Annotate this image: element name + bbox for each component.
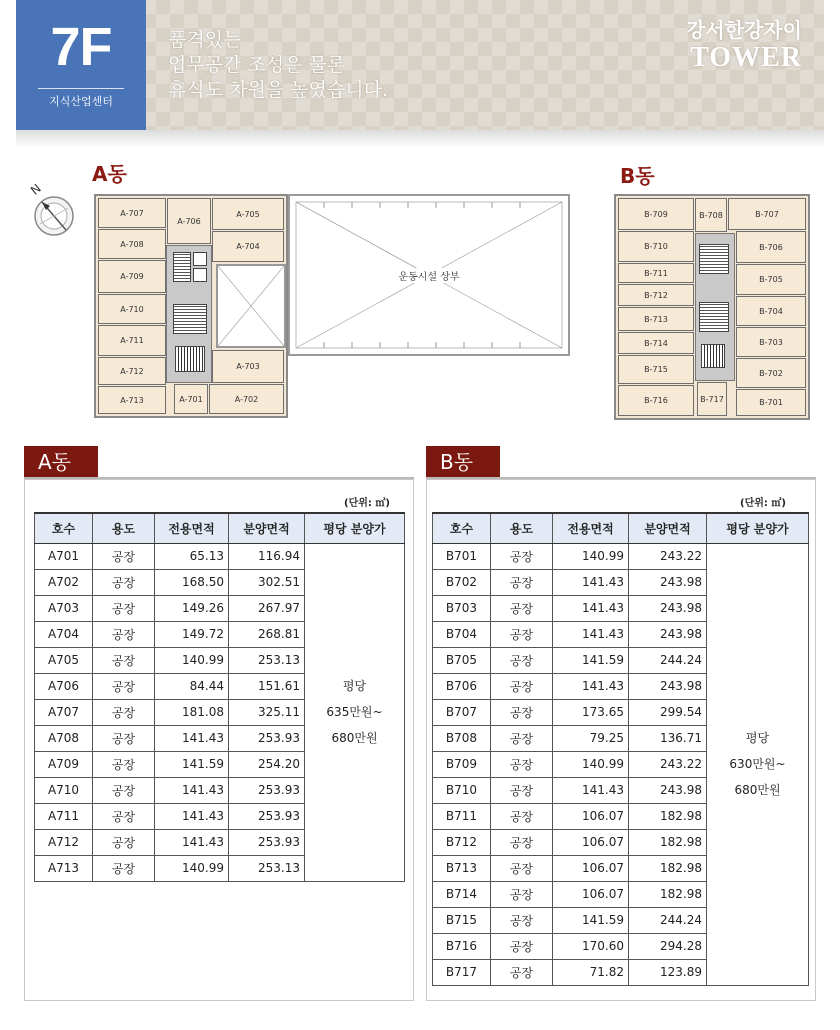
cell-exclusive-area: 141.59 bbox=[155, 751, 229, 777]
cell-sale-area: 253.93 bbox=[229, 725, 305, 751]
cell-unit: A704 bbox=[35, 621, 93, 647]
cell-unit: B708 bbox=[433, 725, 491, 751]
cell-exclusive-area: 141.43 bbox=[553, 569, 629, 595]
cell-unit: B704 bbox=[433, 621, 491, 647]
sports-facility-label: 운동시설 상부 bbox=[396, 268, 461, 283]
unit-a707[interactable]: A-707 bbox=[98, 198, 166, 228]
unit-b709[interactable]: B-709 bbox=[618, 198, 694, 230]
floor-number: 7F bbox=[50, 17, 112, 77]
building-a-stairs-icon bbox=[173, 252, 191, 282]
cell-unit: A713 bbox=[35, 855, 93, 881]
cell-exclusive-area: 140.99 bbox=[155, 855, 229, 881]
cell-use: 공장 bbox=[491, 699, 553, 725]
cell-sale-area: 243.98 bbox=[629, 777, 707, 803]
cell-unit: B709 bbox=[433, 751, 491, 777]
cell-use: 공장 bbox=[93, 647, 155, 673]
cell-sale-area: 299.54 bbox=[629, 699, 707, 725]
cell-use: 공장 bbox=[491, 881, 553, 907]
tagline bbox=[168, 28, 388, 103]
building-a-restroom-icon bbox=[173, 304, 207, 334]
cell-unit: B715 bbox=[433, 907, 491, 933]
cell-use: 공장 bbox=[93, 595, 155, 621]
building-b-stairs-icon bbox=[699, 244, 729, 274]
cell-use: 공장 bbox=[491, 933, 553, 959]
cell-sale-area: 182.98 bbox=[629, 855, 707, 881]
col-header-unit: 호수 bbox=[433, 513, 491, 543]
cell-exclusive-area: 173.65 bbox=[553, 699, 629, 725]
cell-use: 공장 bbox=[491, 647, 553, 673]
cell-exclusive-area: 106.07 bbox=[553, 803, 629, 829]
cell-exclusive-area: 149.26 bbox=[155, 595, 229, 621]
unit-b701[interactable]: B-701 bbox=[736, 389, 806, 416]
cell-use: 공장 bbox=[491, 803, 553, 829]
cell-sale-area: 244.24 bbox=[629, 647, 707, 673]
unit-a704[interactable]: A-704 bbox=[212, 231, 284, 262]
cell-exclusive-area: 141.43 bbox=[553, 777, 629, 803]
cell-sale-area: 267.97 bbox=[229, 595, 305, 621]
cell-use: 공장 bbox=[93, 543, 155, 569]
cell-unit: A701 bbox=[35, 543, 93, 569]
cell-sale-area: 243.22 bbox=[629, 751, 707, 777]
cell-exclusive-area: 71.82 bbox=[553, 959, 629, 985]
cell-unit: B710 bbox=[433, 777, 491, 803]
cell-exclusive-area: 140.99 bbox=[553, 543, 629, 569]
building-b-restroom-icon bbox=[699, 302, 729, 332]
col-header-unit: 호수 bbox=[35, 513, 93, 543]
cell-sale-area: 253.93 bbox=[229, 777, 305, 803]
cell-exclusive-area: 106.07 bbox=[553, 881, 629, 907]
cell-use: 공장 bbox=[491, 621, 553, 647]
unit-b702[interactable]: B-702 bbox=[736, 358, 806, 388]
cell-sale-area: 123.89 bbox=[629, 959, 707, 985]
cell-unit: B705 bbox=[433, 647, 491, 673]
cell-use: 공장 bbox=[491, 543, 553, 569]
cell-sale-area: 325.11 bbox=[229, 699, 305, 725]
cell-unit: B702 bbox=[433, 569, 491, 595]
unit-a713[interactable]: A-713 bbox=[98, 386, 166, 414]
cell-use: 공장 bbox=[491, 673, 553, 699]
unit-b717[interactable]: B-717 bbox=[697, 382, 727, 416]
cell-use: 공장 bbox=[491, 829, 553, 855]
cell-sale-area: 243.98 bbox=[629, 673, 707, 699]
cell-unit: A702 bbox=[35, 569, 93, 595]
cell-exclusive-area: 65.13 bbox=[155, 543, 229, 569]
cell-sale-area: 253.93 bbox=[229, 803, 305, 829]
cell-use: 공장 bbox=[491, 907, 553, 933]
cell-sale-area: 182.98 bbox=[629, 803, 707, 829]
cell-use: 공장 bbox=[491, 959, 553, 985]
unit-a709[interactable]: A-709 bbox=[98, 260, 166, 293]
cell-sale-area: 116.94 bbox=[229, 543, 305, 569]
cell-sale-area: 182.98 bbox=[629, 829, 707, 855]
cell-exclusive-area: 84.44 bbox=[155, 673, 229, 699]
cell-sale-area: 254.20 bbox=[229, 751, 305, 777]
cell-exclusive-area: 141.59 bbox=[553, 907, 629, 933]
cell-exclusive-area: 141.43 bbox=[155, 803, 229, 829]
cell-unit: B714 bbox=[433, 881, 491, 907]
col-header-exclusive-area: 전용면적 bbox=[553, 513, 629, 543]
cell-sale-area: 182.98 bbox=[629, 881, 707, 907]
tagline-line: 휴식도 차원을 높였습니다. bbox=[168, 79, 389, 101]
building-a-stairs-icon bbox=[175, 346, 205, 372]
unit-b712[interactable]: B-712 bbox=[618, 284, 694, 306]
col-header-price-per-pyeong: 평당 분양가 bbox=[305, 513, 405, 543]
unit-b716[interactable]: B-716 bbox=[618, 385, 694, 416]
floor-divider bbox=[38, 88, 124, 89]
cell-sale-area: 243.98 bbox=[629, 569, 707, 595]
cell-sale-area: 294.28 bbox=[629, 933, 707, 959]
cell-use: 공장 bbox=[491, 777, 553, 803]
cell-unit: B707 bbox=[433, 699, 491, 725]
tab-building-a: A동 bbox=[24, 446, 98, 478]
court-cross-icon bbox=[218, 266, 284, 346]
unit-b705[interactable]: B-705 bbox=[736, 264, 806, 295]
table-row bbox=[433, 543, 809, 569]
brand-logo bbox=[686, 18, 802, 74]
cell-use: 공장 bbox=[93, 725, 155, 751]
cell-sale-area: 268.81 bbox=[229, 621, 305, 647]
plan-section-shadow bbox=[16, 130, 824, 148]
cell-sale-area: 243.98 bbox=[629, 595, 707, 621]
cell-exclusive-area: 106.07 bbox=[553, 855, 629, 881]
cell-use: 공장 bbox=[93, 751, 155, 777]
page-header bbox=[16, 0, 824, 130]
col-header-use: 용도 bbox=[491, 513, 553, 543]
cell-unit: B716 bbox=[433, 933, 491, 959]
cell-unit: A710 bbox=[35, 777, 93, 803]
unit-a703[interactable]: A-703 bbox=[212, 350, 284, 383]
unit-b704[interactable]: B-704 bbox=[736, 296, 806, 326]
cell-unit: B712 bbox=[433, 829, 491, 855]
unit-b711[interactable]: B-711 bbox=[618, 263, 694, 283]
unit-b710[interactable]: B-710 bbox=[618, 231, 694, 262]
compass-icon bbox=[28, 180, 80, 242]
tagline-line: 업무공간 조성은 물론 bbox=[168, 54, 346, 76]
col-header-price-per-pyeong: 평당 분양가 bbox=[707, 513, 809, 543]
brand-name-ko: 강서한강자이 bbox=[686, 18, 802, 42]
table-row bbox=[35, 543, 405, 569]
cell-exclusive-area: 141.43 bbox=[553, 673, 629, 699]
cell-use: 공장 bbox=[93, 699, 155, 725]
cell-sale-area: 253.13 bbox=[229, 647, 305, 673]
cell-use: 공장 bbox=[93, 855, 155, 881]
unit-a710[interactable]: A-710 bbox=[98, 294, 166, 324]
cell-use: 공장 bbox=[491, 595, 553, 621]
building-a-elevator-icon bbox=[193, 252, 207, 266]
cell-exclusive-area: 141.43 bbox=[155, 777, 229, 803]
cell-sale-area: 243.22 bbox=[629, 543, 707, 569]
cell-exclusive-area: 140.99 bbox=[155, 647, 229, 673]
price-line: 680만원 bbox=[734, 783, 781, 797]
cell-exclusive-area: 168.50 bbox=[155, 569, 229, 595]
building-a-label: A동 bbox=[92, 162, 127, 186]
cell-sale-area: 253.13 bbox=[229, 855, 305, 881]
cell-sale-area: 302.51 bbox=[229, 569, 305, 595]
cell-use: 공장 bbox=[491, 855, 553, 881]
price-line: 635만원~ bbox=[326, 705, 383, 719]
brand-name-en: TOWER bbox=[690, 42, 802, 73]
cell-unit: B701 bbox=[433, 543, 491, 569]
cell-exclusive-area: 141.43 bbox=[553, 621, 629, 647]
cell-exclusive-area: 149.72 bbox=[155, 621, 229, 647]
cell-use: 공장 bbox=[491, 725, 553, 751]
table-a bbox=[34, 512, 405, 882]
cell-use: 공장 bbox=[93, 829, 155, 855]
unit-a708[interactable]: A-708 bbox=[98, 229, 166, 259]
unit-b713[interactable]: B-713 bbox=[618, 307, 694, 331]
cell-use: 공장 bbox=[491, 751, 553, 777]
building-a-elevator-icon bbox=[193, 268, 207, 282]
floor-subtitle: 지식산업센터 bbox=[49, 95, 113, 108]
cell-use: 공장 bbox=[93, 569, 155, 595]
unit-a701[interactable]: A-701 bbox=[174, 384, 208, 414]
cell-use: 공장 bbox=[93, 673, 155, 699]
cell-use: 공장 bbox=[491, 569, 553, 595]
price-line: 평당 bbox=[342, 679, 367, 693]
cell-exclusive-area: 79.25 bbox=[553, 725, 629, 751]
cell-unit: A707 bbox=[35, 699, 93, 725]
cell-price-per-pyeong bbox=[305, 543, 405, 881]
table-b bbox=[432, 512, 809, 986]
cell-unit: B706 bbox=[433, 673, 491, 699]
sports-facility-upper bbox=[288, 194, 570, 356]
cell-unit: A708 bbox=[35, 725, 93, 751]
cell-exclusive-area: 141.59 bbox=[553, 647, 629, 673]
unit-a706[interactable]: A-706 bbox=[167, 198, 211, 244]
col-header-sale-area: 분양면적 bbox=[229, 513, 305, 543]
cell-exclusive-area: 106.07 bbox=[553, 829, 629, 855]
building-a-open-court bbox=[216, 264, 286, 348]
price-line: 630만원~ bbox=[729, 757, 786, 771]
tab-building-b: B동 bbox=[426, 446, 500, 478]
compass-north-letter: N bbox=[28, 181, 44, 198]
cell-sale-area: 243.98 bbox=[629, 621, 707, 647]
cell-sale-area: 136.71 bbox=[629, 725, 707, 751]
cell-use: 공장 bbox=[93, 621, 155, 647]
cell-sale-area: 151.61 bbox=[229, 673, 305, 699]
cell-sale-area: 253.93 bbox=[229, 829, 305, 855]
cell-unit: B713 bbox=[433, 855, 491, 881]
cell-exclusive-area: 140.99 bbox=[553, 751, 629, 777]
cell-sale-area: 244.24 bbox=[629, 907, 707, 933]
col-header-sale-area: 분양면적 bbox=[629, 513, 707, 543]
cell-exclusive-area: 141.43 bbox=[155, 829, 229, 855]
unit-b714[interactable]: B-714 bbox=[618, 332, 694, 354]
unit-a712[interactable]: A-712 bbox=[98, 357, 166, 385]
cell-unit: A711 bbox=[35, 803, 93, 829]
cell-exclusive-area: 141.43 bbox=[553, 595, 629, 621]
table-b-unit-note: (단위: ㎡) bbox=[740, 498, 786, 509]
price-line: 680만원 bbox=[331, 731, 378, 745]
unit-a702[interactable]: A-702 bbox=[209, 384, 284, 414]
cell-unit: A705 bbox=[35, 647, 93, 673]
unit-a711[interactable]: A-711 bbox=[98, 325, 166, 356]
col-header-exclusive-area: 전용면적 bbox=[155, 513, 229, 543]
tagline-line: 품격있는 bbox=[168, 29, 242, 51]
unit-b715[interactable]: B-715 bbox=[618, 355, 694, 384]
price-line: 평당 bbox=[745, 731, 770, 745]
unit-b708[interactable]: B-708 bbox=[695, 198, 727, 232]
unit-a705[interactable]: A-705 bbox=[212, 198, 284, 230]
cell-exclusive-area: 181.08 bbox=[155, 699, 229, 725]
cell-price-per-pyeong bbox=[707, 543, 809, 985]
unit-b706[interactable]: B-706 bbox=[736, 231, 806, 263]
cell-use: 공장 bbox=[93, 803, 155, 829]
cell-unit: A706 bbox=[35, 673, 93, 699]
cell-unit: A703 bbox=[35, 595, 93, 621]
building-b-stairs-icon bbox=[701, 344, 725, 368]
unit-b703[interactable]: B-703 bbox=[736, 327, 806, 357]
cell-unit: B703 bbox=[433, 595, 491, 621]
table-a-unit-note: (단위: ㎡) bbox=[344, 498, 390, 509]
col-header-use: 용도 bbox=[93, 513, 155, 543]
cell-unit: A709 bbox=[35, 751, 93, 777]
building-b-label: B동 bbox=[620, 164, 655, 188]
unit-b707[interactable]: B-707 bbox=[728, 198, 806, 230]
cell-exclusive-area: 170.60 bbox=[553, 933, 629, 959]
cell-unit: B711 bbox=[433, 803, 491, 829]
cell-exclusive-area: 141.43 bbox=[155, 725, 229, 751]
cell-unit: A712 bbox=[35, 829, 93, 855]
cell-unit: B717 bbox=[433, 959, 491, 985]
floor-badge bbox=[16, 0, 146, 130]
cell-use: 공장 bbox=[93, 777, 155, 803]
